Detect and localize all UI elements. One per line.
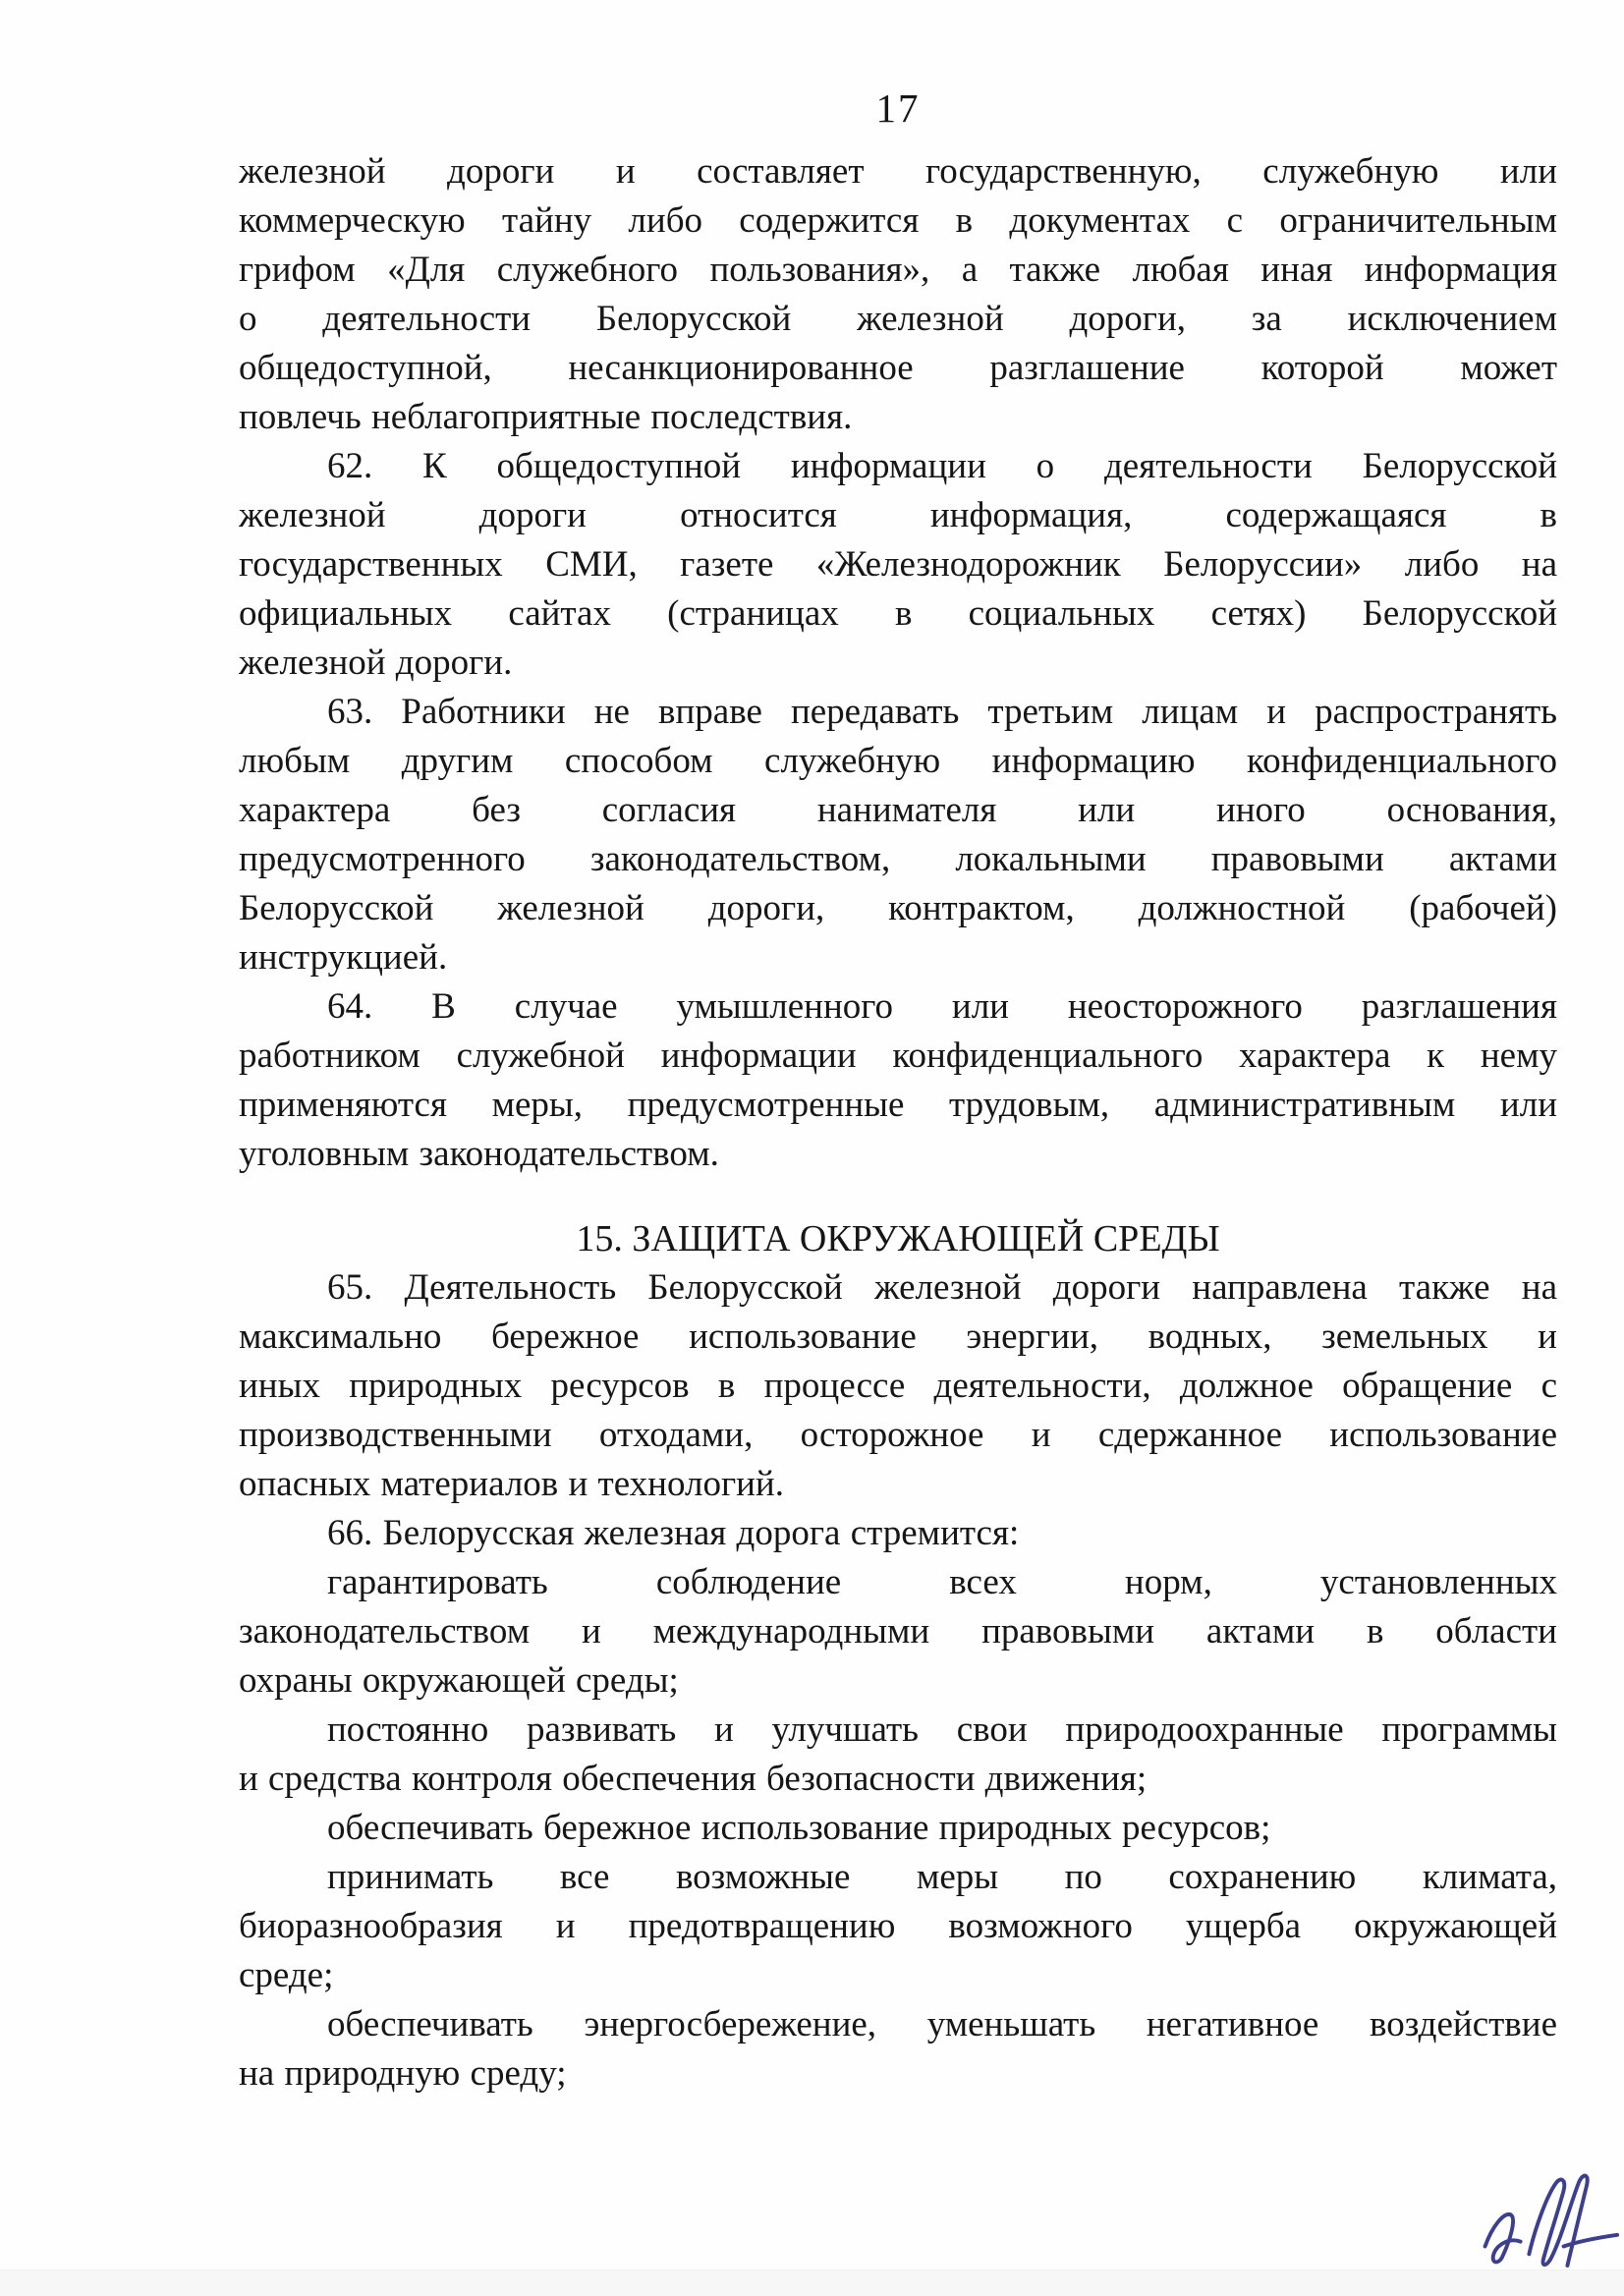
section-heading: 15. ЗАЩИТА ОКРУЖАЮЩЕЙ СРЕДЫ xyxy=(576,1218,1220,1260)
signature-stroke xyxy=(1485,2176,1618,2266)
text-line: работником служебной информации конфиденциального характера к нему xyxy=(239,1036,1557,1076)
text-line: 62. К общедоступной информации о деятельности Белорусской xyxy=(327,446,1557,486)
text-line: обеспечивать бережное использование природных ресурсов; xyxy=(327,1808,1271,1848)
text-line: официальных сайтах (страницах в социальных сетях) Белорусской xyxy=(239,593,1557,634)
text-line: обеспечивать энергосбережение, уменьшать негативное воздействие xyxy=(327,2004,1557,2044)
text-line: на природную среду; xyxy=(239,2053,567,2094)
text-line: Белорусской железной дороги, контрактом, должностной (рабочей) xyxy=(239,888,1557,928)
text-line: иных природных ресурсов в процессе деятельности, должное обращение с xyxy=(239,1366,1557,1406)
text-line: 63. Работники не вправе передавать третьим лицам и распространять xyxy=(327,692,1557,732)
text-line: и средства контроля обеспечения безопасности движения; xyxy=(239,1759,1148,1799)
handwritten-signature xyxy=(1468,2169,1621,2285)
scan-edge-shadow xyxy=(0,2269,1624,2296)
text-line: опасных материалов и технологий. xyxy=(239,1464,784,1504)
text-line: максимально бережное использование энергии, водных, земельных и xyxy=(239,1316,1557,1357)
text-line: железной дороги и составляет государственную, служебную или xyxy=(239,151,1557,192)
text-line: коммерческую тайну либо содержится в документах с ограничительным xyxy=(239,200,1557,241)
text-line: характера без согласия нанимателя или иного основания, xyxy=(239,790,1557,830)
text-line: гарантировать соблюдение всех норм, установленных xyxy=(327,1562,1557,1602)
text-line: законодательством и международными правовыми актами в области xyxy=(239,1611,1557,1652)
text-line: инструкцией. xyxy=(239,937,448,978)
text-line: уголовным законодательством. xyxy=(239,1134,719,1174)
text-line: постоянно развивать и улучшать свои природоохранные программы xyxy=(327,1709,1557,1750)
text-line: 65. Деятельность Белорусской железной дороги направлена также на xyxy=(327,1267,1557,1308)
text-line: производственными отходами, осторожное и сдержанное использование xyxy=(239,1415,1557,1455)
text-line: железной дороги относится информация, содержащаяся в xyxy=(239,495,1557,535)
text-line: среде; xyxy=(239,1955,334,1995)
page-number: 17 xyxy=(875,85,921,131)
text-line: биоразнообразия и предотвращению возможного ущерба окружающей xyxy=(239,1906,1557,1946)
text-line: грифом «Для служебного пользования», а также любая иная информация xyxy=(239,250,1557,290)
text-line: общедоступной, несанкционированное разглашение которой может xyxy=(239,348,1557,388)
text-line: 66. Белорусская железная дорога стремится: xyxy=(327,1513,1020,1553)
text-line: железной дороги. xyxy=(239,643,513,683)
text-line: 64. В случае умышленного или неосторожного разглашения xyxy=(327,986,1557,1027)
text-line: принимать все возможные меры по сохранению климата, xyxy=(327,1857,1557,1897)
text-line: охраны окружающей среды; xyxy=(239,1660,679,1701)
document-body xyxy=(239,147,1557,2099)
text-line: любым другим способом служебную информацию конфиденциального xyxy=(239,741,1557,781)
text-line: применяются меры, предусмотренные трудовым, административным или xyxy=(239,1085,1557,1125)
text-line: предусмотренного законодательством, локальными правовыми актами xyxy=(239,839,1557,879)
text-line: государственных СМИ, газете «Железнодорожник Белоруссии» либо на xyxy=(239,544,1557,585)
text-line: повлечь неблагоприятные последствия. xyxy=(239,397,853,437)
text-line: о деятельности Белорусской железной дороги, за исключением xyxy=(239,299,1557,339)
